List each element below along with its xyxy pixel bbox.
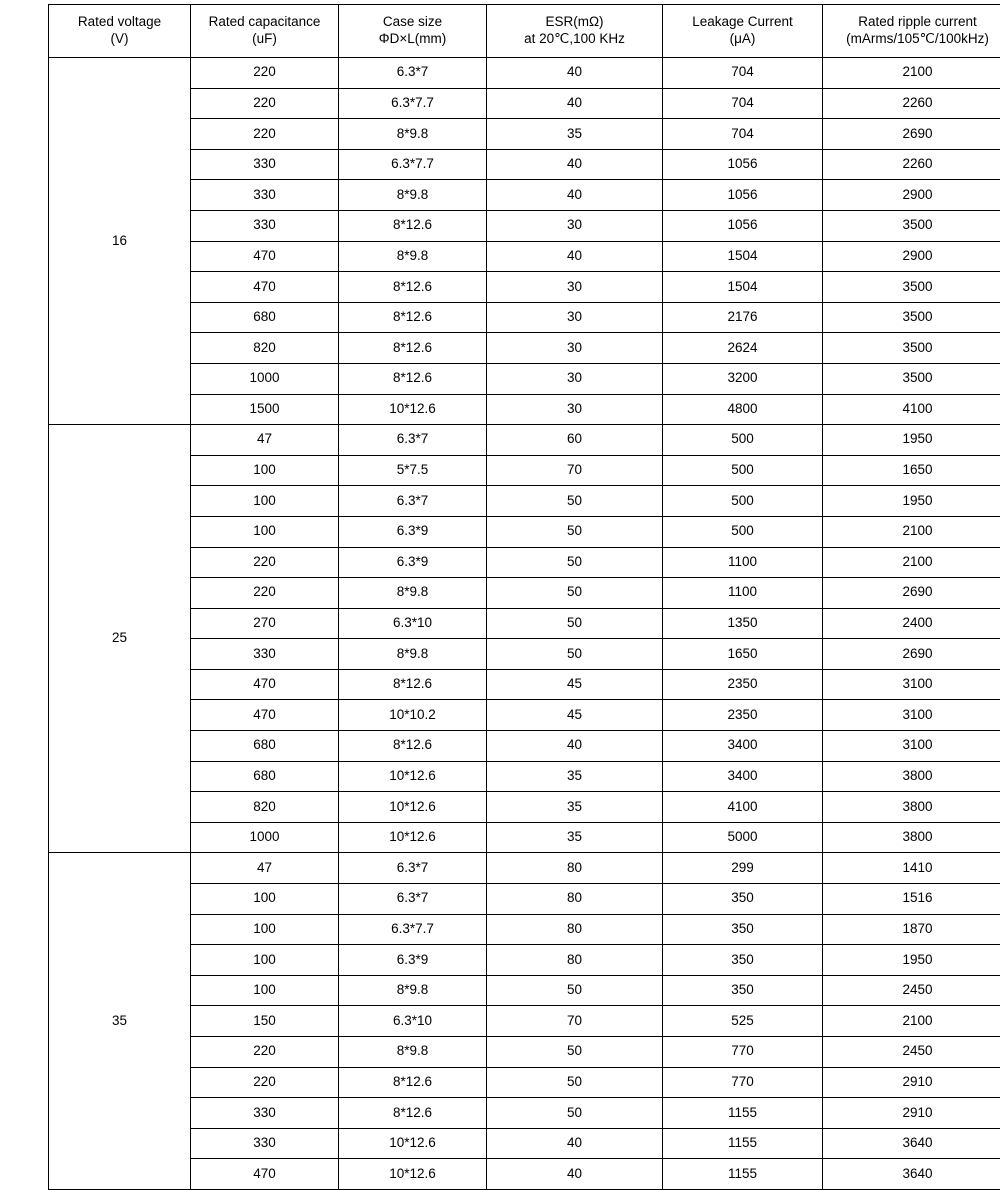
case-size-cell: 8*9.8 <box>339 119 487 150</box>
leakage-current-cell: 2350 <box>663 669 823 700</box>
esr-cell: 50 <box>487 975 663 1006</box>
table-row <box>49 1006 1000 1037</box>
rated-capacitance-cell: 820 <box>191 333 339 364</box>
leakage-current-cell: 500 <box>663 516 823 547</box>
rated-ripple-current-cell: 2400 <box>823 608 1000 639</box>
esr-cell: 35 <box>487 822 663 853</box>
rated-capacitance-cell: 220 <box>191 547 339 578</box>
leakage-current-cell: 350 <box>663 884 823 915</box>
table-row <box>49 547 1000 578</box>
case-size-cell: 8*12.6 <box>339 363 487 394</box>
rated-capacitance-cell: 330 <box>191 149 339 180</box>
rated-ripple-current-cell: 4100 <box>823 394 1000 425</box>
rated-ripple-current-cell: 1410 <box>823 853 1000 884</box>
header-line-1: Rated capacitance <box>193 14 336 31</box>
esr-cell: 70 <box>487 455 663 486</box>
case-size-cell: 6.3*7.7 <box>339 88 487 119</box>
rated-ripple-current-cell: 3800 <box>823 792 1000 823</box>
table-row <box>49 149 1000 180</box>
case-size-cell: 6.3*9 <box>339 547 487 578</box>
rated-voltage-cell: 16 <box>49 58 191 425</box>
case-size-cell: 10*12.6 <box>339 1159 487 1190</box>
case-size-cell: 10*10.2 <box>339 700 487 731</box>
table-row <box>49 792 1000 823</box>
rated-ripple-current-cell: 1650 <box>823 455 1000 486</box>
rated-capacitance-cell: 100 <box>191 455 339 486</box>
rated-capacitance-cell: 100 <box>191 486 339 517</box>
table-row <box>49 394 1000 425</box>
esr-cell: 50 <box>487 578 663 609</box>
esr-cell: 35 <box>487 119 663 150</box>
rated-ripple-current-cell: 3500 <box>823 363 1000 394</box>
rated-capacitance-cell: 330 <box>191 1098 339 1129</box>
table-body <box>49 58 1000 1190</box>
rated-capacitance-cell: 680 <box>191 761 339 792</box>
leakage-current-cell: 1056 <box>663 180 823 211</box>
case-size-cell: 8*12.6 <box>339 333 487 364</box>
rated-ripple-current-cell: 2260 <box>823 88 1000 119</box>
leakage-current-cell: 5000 <box>663 822 823 853</box>
leakage-current-cell: 4800 <box>663 394 823 425</box>
case-size-cell: 5*7.5 <box>339 455 487 486</box>
esr-cell: 35 <box>487 761 663 792</box>
case-size-cell: 8*9.8 <box>339 639 487 670</box>
rated-ripple-current-cell: 3800 <box>823 822 1000 853</box>
rated-capacitance-cell: 1500 <box>191 394 339 425</box>
table-row <box>49 210 1000 241</box>
rated-capacitance-cell: 220 <box>191 1037 339 1068</box>
rated-ripple-current-cell: 1516 <box>823 884 1000 915</box>
rated-ripple-current-cell: 3100 <box>823 700 1000 731</box>
rated-capacitance-cell: 1000 <box>191 822 339 853</box>
table-row <box>49 1128 1000 1159</box>
leakage-current-cell: 1504 <box>663 272 823 303</box>
esr-cell: 30 <box>487 272 663 303</box>
rated-ripple-current-cell: 3500 <box>823 210 1000 241</box>
leakage-current-cell: 770 <box>663 1067 823 1098</box>
esr-cell: 30 <box>487 302 663 333</box>
rated-capacitance-cell: 100 <box>191 945 339 976</box>
esr-cell: 45 <box>487 700 663 731</box>
table-row <box>49 516 1000 547</box>
header-line-2: (uF) <box>193 31 336 48</box>
column-header-leakage-current <box>663 5 823 58</box>
esr-cell: 30 <box>487 333 663 364</box>
esr-cell: 50 <box>487 1098 663 1129</box>
case-size-cell: 8*12.6 <box>339 302 487 333</box>
table-row <box>49 1159 1000 1190</box>
rated-ripple-current-cell: 3500 <box>823 333 1000 364</box>
rated-capacitance-cell: 47 <box>191 853 339 884</box>
case-size-cell: 8*9.8 <box>339 578 487 609</box>
case-size-cell: 6.3*10 <box>339 1006 487 1037</box>
rated-capacitance-cell: 820 <box>191 792 339 823</box>
rated-capacitance-cell: 100 <box>191 884 339 915</box>
rated-ripple-current-cell: 2260 <box>823 149 1000 180</box>
case-size-cell: 6.3*7.7 <box>339 149 487 180</box>
case-size-cell: 8*12.6 <box>339 1067 487 1098</box>
header-line-1: Rated voltage <box>51 14 188 31</box>
rated-ripple-current-cell: 2690 <box>823 639 1000 670</box>
rated-capacitance-cell: 330 <box>191 180 339 211</box>
leakage-current-cell: 2176 <box>663 302 823 333</box>
esr-cell: 40 <box>487 731 663 762</box>
rated-capacitance-cell: 330 <box>191 210 339 241</box>
header-line-2: (μA) <box>665 31 820 48</box>
rated-ripple-current-cell: 3640 <box>823 1128 1000 1159</box>
case-size-cell: 10*12.6 <box>339 1128 487 1159</box>
table-row <box>49 700 1000 731</box>
leakage-current-cell: 350 <box>663 945 823 976</box>
leakage-current-cell: 704 <box>663 88 823 119</box>
rated-voltage-cell: 25 <box>49 425 191 853</box>
table-row <box>49 241 1000 272</box>
leakage-current-cell: 1155 <box>663 1128 823 1159</box>
leakage-current-cell: 500 <box>663 425 823 456</box>
rated-capacitance-cell: 680 <box>191 302 339 333</box>
rated-capacitance-cell: 220 <box>191 58 339 89</box>
table-row <box>49 822 1000 853</box>
leakage-current-cell: 1100 <box>663 578 823 609</box>
esr-cell: 40 <box>487 1128 663 1159</box>
case-size-cell: 6.3*7 <box>339 486 487 517</box>
table-row <box>49 333 1000 364</box>
header-line-1: ESR(mΩ) <box>489 14 660 31</box>
column-header-rated-capacitance <box>191 5 339 58</box>
case-size-cell: 6.3*9 <box>339 945 487 976</box>
header-line-1: Leakage Current <box>665 14 820 31</box>
header-line-2: (V) <box>51 31 188 48</box>
header-line-2: (mArms/105℃/100kHz) <box>825 31 1000 48</box>
esr-cell: 70 <box>487 1006 663 1037</box>
esr-cell: 30 <box>487 210 663 241</box>
esr-cell: 45 <box>487 669 663 700</box>
rated-ripple-current-cell: 2690 <box>823 578 1000 609</box>
case-size-cell: 6.3*9 <box>339 516 487 547</box>
table-row <box>49 302 1000 333</box>
case-size-cell: 8*9.8 <box>339 180 487 211</box>
leakage-current-cell: 1155 <box>663 1098 823 1129</box>
esr-cell: 50 <box>487 1037 663 1068</box>
rated-capacitance-cell: 1000 <box>191 363 339 394</box>
case-size-cell: 6.3*7 <box>339 884 487 915</box>
esr-cell: 50 <box>487 486 663 517</box>
rated-ripple-current-cell: 2910 <box>823 1067 1000 1098</box>
case-size-cell: 10*12.6 <box>339 792 487 823</box>
case-size-cell: 8*12.6 <box>339 210 487 241</box>
esr-cell: 50 <box>487 1067 663 1098</box>
leakage-current-cell: 350 <box>663 975 823 1006</box>
case-size-cell: 8*9.8 <box>339 1037 487 1068</box>
rated-capacitance-cell: 220 <box>191 88 339 119</box>
leakage-current-cell: 350 <box>663 914 823 945</box>
esr-cell: 40 <box>487 1159 663 1190</box>
table-row <box>49 578 1000 609</box>
esr-cell: 35 <box>487 792 663 823</box>
rated-ripple-current-cell: 2910 <box>823 1098 1000 1129</box>
table-row <box>49 731 1000 762</box>
rated-ripple-current-cell: 1950 <box>823 486 1000 517</box>
rated-capacitance-cell: 100 <box>191 516 339 547</box>
table-row <box>49 1037 1000 1068</box>
rated-ripple-current-cell: 3100 <box>823 669 1000 700</box>
rated-capacitance-cell: 150 <box>191 1006 339 1037</box>
case-size-cell: 8*12.6 <box>339 731 487 762</box>
leakage-current-cell: 1650 <box>663 639 823 670</box>
table-row <box>49 669 1000 700</box>
case-size-cell: 6.3*7 <box>339 58 487 89</box>
case-size-cell: 6.3*10 <box>339 608 487 639</box>
rated-capacitance-cell: 470 <box>191 241 339 272</box>
case-size-cell: 10*12.6 <box>339 761 487 792</box>
case-size-cell: 6.3*7 <box>339 853 487 884</box>
case-size-cell: 8*12.6 <box>339 669 487 700</box>
leakage-current-cell: 770 <box>663 1037 823 1068</box>
esr-cell: 40 <box>487 88 663 119</box>
rated-ripple-current-cell: 2100 <box>823 58 1000 89</box>
esr-cell: 40 <box>487 180 663 211</box>
rated-capacitance-cell: 470 <box>191 272 339 303</box>
rated-ripple-current-cell: 3500 <box>823 272 1000 303</box>
rated-ripple-current-cell: 2100 <box>823 516 1000 547</box>
rated-capacitance-cell: 100 <box>191 914 339 945</box>
rated-ripple-current-cell: 2900 <box>823 180 1000 211</box>
table-row <box>49 853 1000 884</box>
case-size-cell: 10*12.6 <box>339 822 487 853</box>
leakage-current-cell: 4100 <box>663 792 823 823</box>
esr-cell: 40 <box>487 241 663 272</box>
esr-cell: 30 <box>487 363 663 394</box>
table-row <box>49 1098 1000 1129</box>
rated-capacitance-cell: 330 <box>191 639 339 670</box>
rated-capacitance-cell: 680 <box>191 731 339 762</box>
rated-ripple-current-cell: 3100 <box>823 731 1000 762</box>
table-row <box>49 486 1000 517</box>
rated-ripple-current-cell: 1950 <box>823 945 1000 976</box>
rated-capacitance-cell: 220 <box>191 578 339 609</box>
leakage-current-cell: 299 <box>663 853 823 884</box>
rated-ripple-current-cell: 3500 <box>823 302 1000 333</box>
leakage-current-cell: 3400 <box>663 731 823 762</box>
table-row <box>49 88 1000 119</box>
rated-voltage-cell: 35 <box>49 853 191 1190</box>
table-row <box>49 363 1000 394</box>
table-row <box>49 914 1000 945</box>
case-size-cell: 6.3*7.7 <box>339 914 487 945</box>
rated-ripple-current-cell: 3800 <box>823 761 1000 792</box>
header-line-2: ΦD×L(mm) <box>341 31 484 48</box>
esr-cell: 50 <box>487 639 663 670</box>
leakage-current-cell: 525 <box>663 1006 823 1037</box>
case-size-cell: 8*12.6 <box>339 272 487 303</box>
case-size-cell: 8*9.8 <box>339 241 487 272</box>
rated-capacitance-cell: 470 <box>191 1159 339 1190</box>
case-size-cell: 6.3*7 <box>339 425 487 456</box>
leakage-current-cell: 704 <box>663 119 823 150</box>
table-row <box>49 608 1000 639</box>
header-line-1: Case size <box>341 14 484 31</box>
rated-capacitance-cell: 270 <box>191 608 339 639</box>
esr-cell: 40 <box>487 58 663 89</box>
rated-ripple-current-cell: 2100 <box>823 1006 1000 1037</box>
table-header <box>49 5 1000 58</box>
rated-ripple-current-cell: 1950 <box>823 425 1000 456</box>
rated-capacitance-cell: 220 <box>191 119 339 150</box>
header-line-2: at 20℃,100 KHz <box>489 31 660 48</box>
column-header-rated-ripple-current <box>823 5 1000 58</box>
leakage-current-cell: 3200 <box>663 363 823 394</box>
table-row <box>49 455 1000 486</box>
case-size-cell: 8*9.8 <box>339 975 487 1006</box>
case-size-cell: 10*12.6 <box>339 394 487 425</box>
leakage-current-cell: 1056 <box>663 149 823 180</box>
esr-cell: 50 <box>487 608 663 639</box>
table-row <box>49 272 1000 303</box>
column-header-case-size <box>339 5 487 58</box>
column-header-esr <box>487 5 663 58</box>
leakage-current-cell: 1350 <box>663 608 823 639</box>
esr-cell: 60 <box>487 425 663 456</box>
table-row <box>49 180 1000 211</box>
table-row <box>49 945 1000 976</box>
rated-capacitance-cell: 470 <box>191 700 339 731</box>
esr-cell: 80 <box>487 853 663 884</box>
leakage-current-cell: 1504 <box>663 241 823 272</box>
header-line-1: Rated ripple current <box>825 14 1000 31</box>
leakage-current-cell: 704 <box>663 58 823 89</box>
rated-capacitance-cell: 100 <box>191 975 339 1006</box>
rated-ripple-current-cell: 2690 <box>823 119 1000 150</box>
table-row <box>49 761 1000 792</box>
leakage-current-cell: 500 <box>663 486 823 517</box>
esr-cell: 30 <box>487 394 663 425</box>
capacitor-spec-table <box>48 4 1000 1190</box>
table-row <box>49 1067 1000 1098</box>
esr-cell: 80 <box>487 884 663 915</box>
table-row <box>49 639 1000 670</box>
rated-ripple-current-cell: 2450 <box>823 1037 1000 1068</box>
leakage-current-cell: 1155 <box>663 1159 823 1190</box>
table-row <box>49 58 1000 89</box>
leakage-current-cell: 1056 <box>663 210 823 241</box>
case-size-cell: 8*12.6 <box>339 1098 487 1129</box>
rated-ripple-current-cell: 2450 <box>823 975 1000 1006</box>
table-row <box>49 119 1000 150</box>
esr-cell: 50 <box>487 547 663 578</box>
header-row <box>49 5 1000 58</box>
leakage-current-cell: 2350 <box>663 700 823 731</box>
rated-ripple-current-cell: 2900 <box>823 241 1000 272</box>
rated-capacitance-cell: 470 <box>191 669 339 700</box>
leakage-current-cell: 500 <box>663 455 823 486</box>
rated-capacitance-cell: 47 <box>191 425 339 456</box>
rated-ripple-current-cell: 3640 <box>823 1159 1000 1190</box>
table-row <box>49 975 1000 1006</box>
leakage-current-cell: 3400 <box>663 761 823 792</box>
esr-cell: 50 <box>487 516 663 547</box>
rated-ripple-current-cell: 1870 <box>823 914 1000 945</box>
rated-capacitance-cell: 220 <box>191 1067 339 1098</box>
esr-cell: 80 <box>487 914 663 945</box>
rated-capacitance-cell: 330 <box>191 1128 339 1159</box>
rated-ripple-current-cell: 2100 <box>823 547 1000 578</box>
column-header-rated-voltage <box>49 5 191 58</box>
table-row <box>49 884 1000 915</box>
esr-cell: 80 <box>487 945 663 976</box>
esr-cell: 40 <box>487 149 663 180</box>
leakage-current-cell: 2624 <box>663 333 823 364</box>
leakage-current-cell: 1100 <box>663 547 823 578</box>
table-row <box>49 425 1000 456</box>
